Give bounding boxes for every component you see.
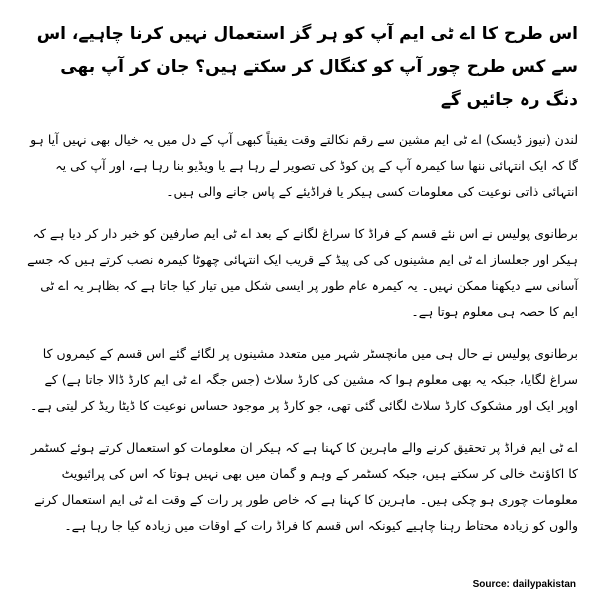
article-paragraph-2: برطانوی پولیس نے اس نئے قسم کے فراڈ کا سراغ لگانے کے بعد اے ٹی ایم صارفین کو خبر دار کر دیا ہے کہ ہیکر اور جعلساز اے ٹی ایم مشینوں کی کی پیڈ کے قریب ایک انتہائی چھوٹا کیمرہ نصب کرتے ہیں کہ جسے آسانی سے دیکھنا ممکن نہیں۔ یہ کیمرہ عام طور پر ایسی شکل میں تیار کیا جاتا ہے کہ بظاہر یہ اے ٹی ایم کا حصہ ہی معلوم ہوتا ہے۔ [27,226,578,319]
article-paragraph-1: لندن (نیوز ڈیسک) اے ٹی ایم مشین سے رقم نکالتے وقت یقیناً کبھی آپ کے دل میں یہ خیال بھی نہیں آیا ہو گا کہ ایک انتہائی ننھا سا کیمرہ آپ کے پن کوڈ کی تصویر لے رہا ہے یا ویڈیو بنا رہا ہے، اور آپ کی یہ انتہائی ذاتی نوعیت کی معلومات کسی ہیکر یا فراڈیئے کے پاس جانے والی ہیں۔ [30,132,578,199]
article-headline: اس طرح کا اے ٹی ایم آپ کو ہر گز استعمال نہیں کرنا چاہیے، اس سے کس طرح چور آپ کو کنگال کر سکتے ہیں؟ جان کر آپ بھی دنگ رہ جائیں گے [36,24,578,110]
article-paragraph-3: برطانوی پولیس نے حال ہی میں مانچسٹر شہر میں متعدد مشینوں پر لگائے گئے اس قسم کے کیمروں کا سراغ لگایا، جبکہ یہ بھی معلوم ہوا کہ مشین کی کارڈ سلاٹ (جس جگہ اے ٹی ایم کارڈ ڈالا جاتا ہے) کے اوپر ایک اور مشکوک کارڈ سلاٹ لگائی گئی تھی، جو کارڈ پر موجود حساس نوعیت کا ڈیٹا ریڈ کر لیتی ہے۔ [29,346,578,413]
article-paragraph-4: اے ٹی ایم فراڈ پر تحقیق کرنے والے ماہرین کا کہنا ہے کہ ہیکر ان معلومات کو استعمال کرتے ہوئے کسٹمر کا اکاؤنٹ خالی کر سکتے ہیں، جبکہ کسٹمر کے وہم و گمان میں بھی نہیں ہوتا کہ اس کی پرائیویٹ معلومات چوری ہو چکی ہیں۔ ماہرین کا کہنا ہے کہ خاص طور پر رات کے وقت اے ٹی ایم استعمال کرنے والوں کو زیادہ محتاط رہنا چاہیے کیونکہ اس قسم کا فراڈ رات کے اوقات میں زیادہ کیا جا رہا ہے۔ [31,440,578,533]
source-credit: Source: dailypakistan [472,579,576,590]
